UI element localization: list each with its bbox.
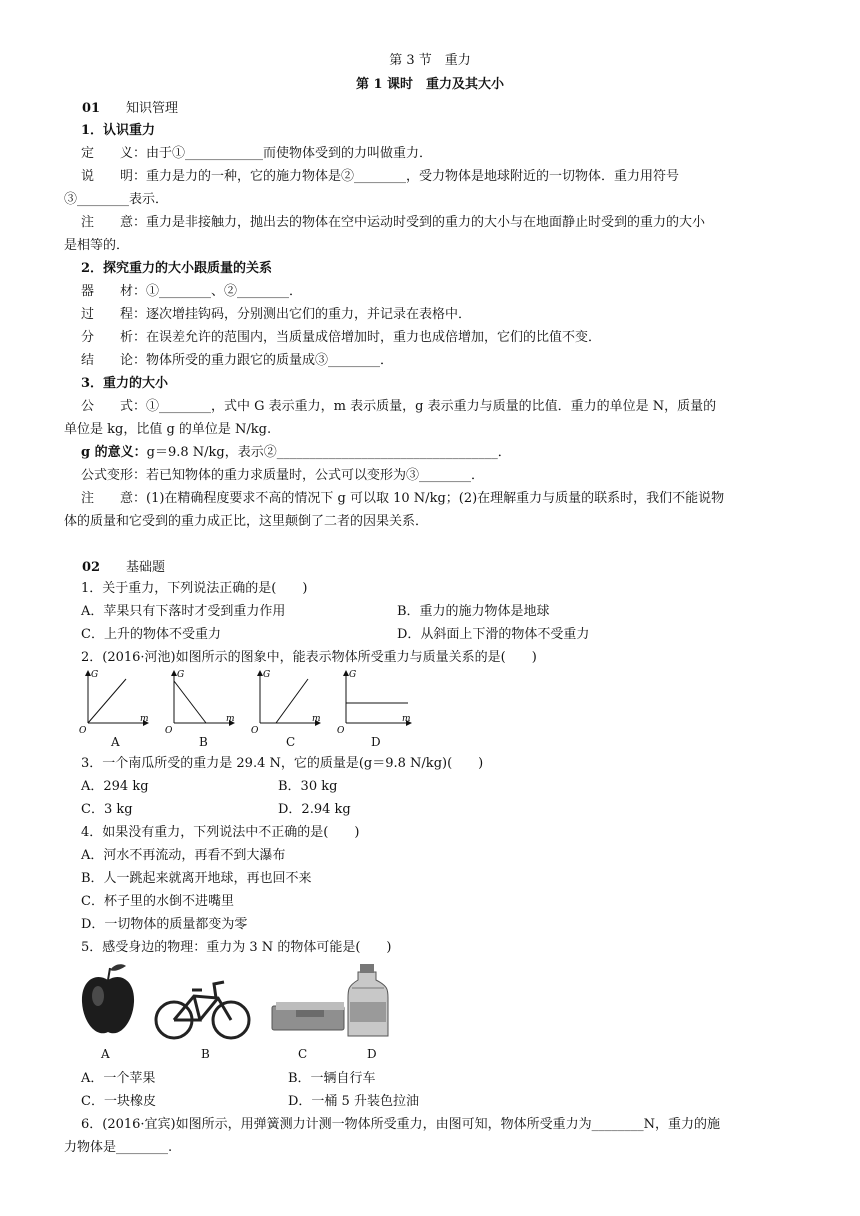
svg-text:m: m (140, 714, 149, 724)
svg-text:m: m (226, 714, 235, 724)
q4-option-d[interactable]: D．一切物体的质量都变为零 (81, 917, 248, 932)
text-formula: 公 式：①________，式中 G 表示重力，m 表示质量，g 表示重力与质量的比值．重力的单位是 N，质量的 (81, 399, 717, 414)
text-process: 过 程：逐次增挂钩码，分别测出它们的重力，并记录在表格中． (81, 307, 472, 322)
q3-option-d[interactable]: D．2.94 kg (278, 802, 351, 817)
q2-label-b: B (199, 735, 208, 749)
q2-label-d: D (371, 735, 381, 749)
heading-gravity-magnitude: 3．重力的大小 (81, 376, 169, 391)
g-meaning-value: g＝9.8 N/kg，表示②__________________________________． (146, 445, 511, 460)
section-title: 第 3 节 重力 (389, 53, 471, 68)
q5-option-d[interactable]: D．一桶 5 升装色拉油 (288, 1094, 419, 1109)
svg-text:G: G (263, 670, 271, 680)
text-note: 注 意：重力是非接触力，抛出去的物体在空中运动时受到的重力的大小与在地面静止时受到的重力的大小 (81, 215, 706, 230)
svg-text:G: G (349, 670, 357, 680)
q5-option-c[interactable]: C．一块橡皮 (81, 1094, 156, 1109)
question-4-stem: 4．如果没有重力，下列说法中不正确的是( ) (81, 825, 360, 840)
text-conclusion: 结 论：物体所受的重力跟它的质量成③________． (81, 353, 394, 368)
text-equipment: 器 材：①________、②________． (81, 284, 303, 299)
q5-label-b: B (201, 1047, 210, 1061)
lesson-title: 第 1 课时 重力及其大小 (355, 77, 505, 92)
q3-option-b[interactable]: B．30 kg (278, 779, 338, 794)
text-formula-transform: 公式变形：若已知物体的重力求质量时，公式可以变形为③________． (81, 468, 485, 483)
text-explanation: 说 明：重力是力的一种，它的施力物体是②________，受力物体是地球附近的一切物体．重力用符号 (81, 169, 680, 184)
q5-option-a[interactable]: A．一个苹果 (81, 1071, 156, 1086)
question-1-stem: 1．关于重力，下列说法正确的是( ) (81, 581, 308, 596)
q4-option-c[interactable]: C．杯子里的水倒不进嘴里 (81, 894, 234, 909)
q3-option-a[interactable]: A．294 kg (81, 779, 149, 794)
svg-text:m: m (312, 714, 321, 724)
question-6-stem: 6．(2016·宜宾)如图所示，用弹簧测力计测一物体所受重力，由图可知，物体所受重力为________N，重力的施 (81, 1117, 721, 1132)
question-2-stem: 2．(2016·河池)如图所示的图象中，能表示物体所受重力与质量关系的是( ) (81, 650, 537, 665)
text-formula-cont: 单位是 kg，比值 g 的单位是 N/kg. (64, 422, 272, 437)
svg-text:O: O (79, 726, 87, 736)
section-label: 知识管理 (126, 101, 179, 116)
q1-option-a[interactable]: A．苹果只有下落时才受到重力作用 (81, 604, 286, 619)
q3-option-c[interactable]: C．3 kg (81, 802, 133, 817)
question-5-stem: 5．感受身边的物理：重力为 3 N 的物体可能是( ) (81, 940, 392, 955)
graph-d (337, 670, 411, 736)
section-label: 基础题 (126, 560, 166, 575)
svg-text:G: G (91, 670, 99, 680)
text-attention: 注 意：(1)在精确程度要求不高的情况下 g 可以取 10 N/kg；(2)在理解重力与质量的联系时，我们不能说物 (81, 491, 725, 506)
question-6-stem-cont: 力物体是________. (64, 1140, 173, 1155)
q2-label-a: A (111, 735, 120, 749)
text-attention-cont: 体的质量和它受到的重力成正比，这里颠倒了二者的因果关系． (64, 514, 429, 529)
svg-text:O: O (165, 726, 173, 736)
eraser-image (272, 1002, 344, 1030)
q5-option-b[interactable]: B．一辆自行车 (288, 1071, 376, 1086)
q2-label-c: C (286, 735, 296, 749)
q5-label-d: D (367, 1047, 377, 1061)
graph-c (251, 670, 321, 736)
section-number: 01 (82, 101, 101, 116)
graph-b (165, 670, 235, 736)
q1-option-c[interactable]: C．上升的物体不受重力 (81, 627, 221, 642)
svg-text:O: O (337, 726, 345, 736)
question-3-stem: 3．一个南瓜所受的重力是 29.4 N，它的质量是(g＝9.8 N/kg)( ) (81, 756, 484, 771)
text-analysis: 分 析：在误差允许的范围内，当质量成倍增加时，重力也成倍增加，它们的比值不变． (81, 330, 602, 345)
apple-image (82, 964, 134, 1033)
q1-option-b[interactable]: B．重力的施力物体是地球 (397, 604, 550, 619)
q4-option-b[interactable]: B．人一跳起来就离开地球，再也回不来 (81, 871, 312, 886)
section-header-basic (82, 559, 165, 577)
section-number: 02 (82, 560, 101, 575)
svg-text:m: m (402, 714, 411, 724)
q2-graphs-figure (76, 665, 421, 750)
q5-label-c: C (298, 1047, 308, 1061)
heading-explore: 2．探究重力的大小跟质量的关系 (81, 261, 273, 276)
q5-label-a: A (101, 1047, 110, 1061)
heading-recognize-gravity: 1．认识重力 (81, 123, 156, 138)
graph-a (79, 670, 149, 736)
q4-option-a[interactable]: A．河水不再流动，再看不到大瀑布 (81, 848, 286, 863)
text-note-cont: 是相等的． (64, 238, 130, 253)
text-g-meaning (81, 444, 511, 462)
bicycle-image (156, 982, 249, 1038)
text-definition: 定 义：由于①____________而使物体受到的力叫做重力． (81, 146, 433, 161)
text-explanation-cont: ③________表示． (64, 192, 169, 207)
q5-objects-figure (76, 958, 406, 1048)
q1-option-d[interactable]: D．从斜面上下滑的物体不受重力 (397, 627, 590, 642)
svg-text:G: G (177, 670, 185, 680)
section-header-knowledge (82, 100, 178, 118)
g-meaning-label: g 的意义： (81, 445, 147, 460)
oil-bottle-image (348, 964, 388, 1036)
svg-text:O: O (251, 726, 259, 736)
